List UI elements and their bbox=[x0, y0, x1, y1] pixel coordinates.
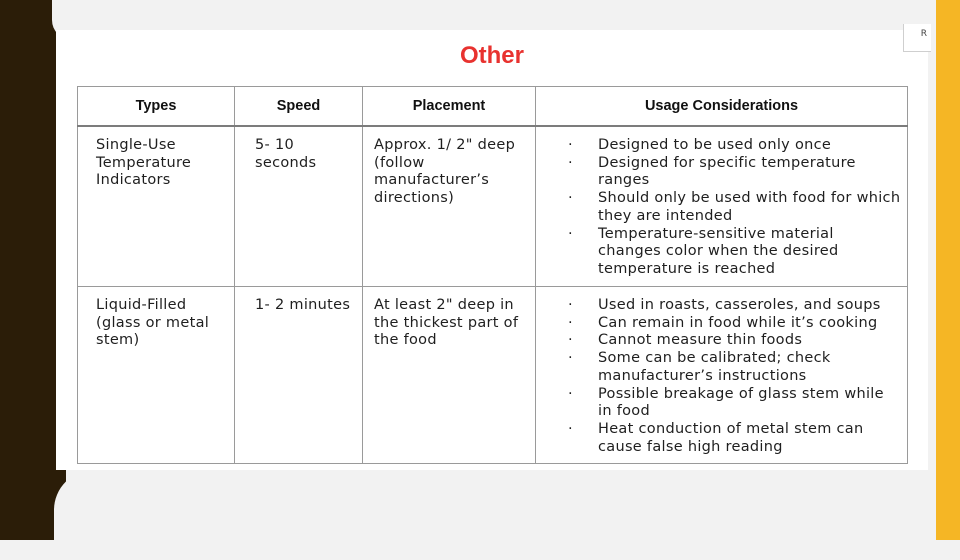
bullet-icon: · bbox=[568, 385, 573, 402]
table-header-row bbox=[78, 87, 908, 127]
header-types: Types bbox=[78, 87, 235, 127]
header-speed: Speed bbox=[235, 87, 363, 127]
cell-speed: 1- 2 minutes bbox=[235, 287, 363, 464]
header-usage: Usage Considerations bbox=[536, 87, 908, 127]
list-item: · Designed to be used only once bbox=[568, 137, 832, 153]
corner-label: R bbox=[920, 29, 927, 39]
bullet-icon: · bbox=[568, 225, 573, 242]
bullet-icon: · bbox=[568, 350, 573, 367]
bullet-icon: · bbox=[568, 190, 573, 207]
cell-type: Single-Use Temperature Indicators bbox=[78, 126, 235, 287]
list-item: · Should only be used with food for which they are intended bbox=[568, 190, 901, 224]
bullet-icon: · bbox=[568, 297, 573, 313]
cell-type: Liquid-Filled (glass or metal stem) bbox=[78, 287, 235, 464]
usage-list bbox=[546, 297, 901, 456]
thermometer-table bbox=[77, 86, 908, 464]
list-item: · Heat conduction of metal stem can cause false high reading bbox=[568, 420, 864, 455]
cell-speed: 5- 10 seconds bbox=[235, 126, 363, 287]
table-row bbox=[78, 126, 908, 287]
right-accent-band bbox=[936, 0, 960, 540]
cell-placement: At least 2" deep in the thickest part of the food bbox=[363, 287, 536, 464]
usage-list bbox=[546, 137, 901, 279]
list-item: · Designed for specific temperature ranges bbox=[568, 154, 856, 189]
list-item: · Can remain in food while it’s cooking bbox=[568, 314, 878, 331]
bullet-icon: · bbox=[568, 137, 573, 153]
cell-usage bbox=[536, 287, 908, 464]
list-item: · Some can be calibrated; check manufacturer’s instructions bbox=[568, 350, 831, 384]
bullet-icon: · bbox=[568, 332, 573, 349]
bullet-icon: · bbox=[568, 154, 573, 171]
table-row bbox=[78, 287, 908, 464]
list-item: · Possible breakage of glass stem while in food bbox=[568, 385, 884, 420]
bullet-icon: · bbox=[568, 314, 573, 331]
slide-title: Other bbox=[459, 42, 524, 69]
cell-usage bbox=[536, 126, 908, 287]
list-item: · Cannot measure thin foods bbox=[568, 332, 803, 349]
list-item: · Used in roasts, casseroles, and soups bbox=[568, 297, 881, 313]
cell-placement: Approx. 1/ 2" deep (follow manufacturer’s directions) bbox=[363, 126, 536, 287]
header-placement: Placement bbox=[363, 87, 536, 127]
bullet-icon: · bbox=[568, 420, 573, 437]
list-item: · Temperature-sensitive material changes color when the desired temperature is reached bbox=[568, 225, 839, 277]
